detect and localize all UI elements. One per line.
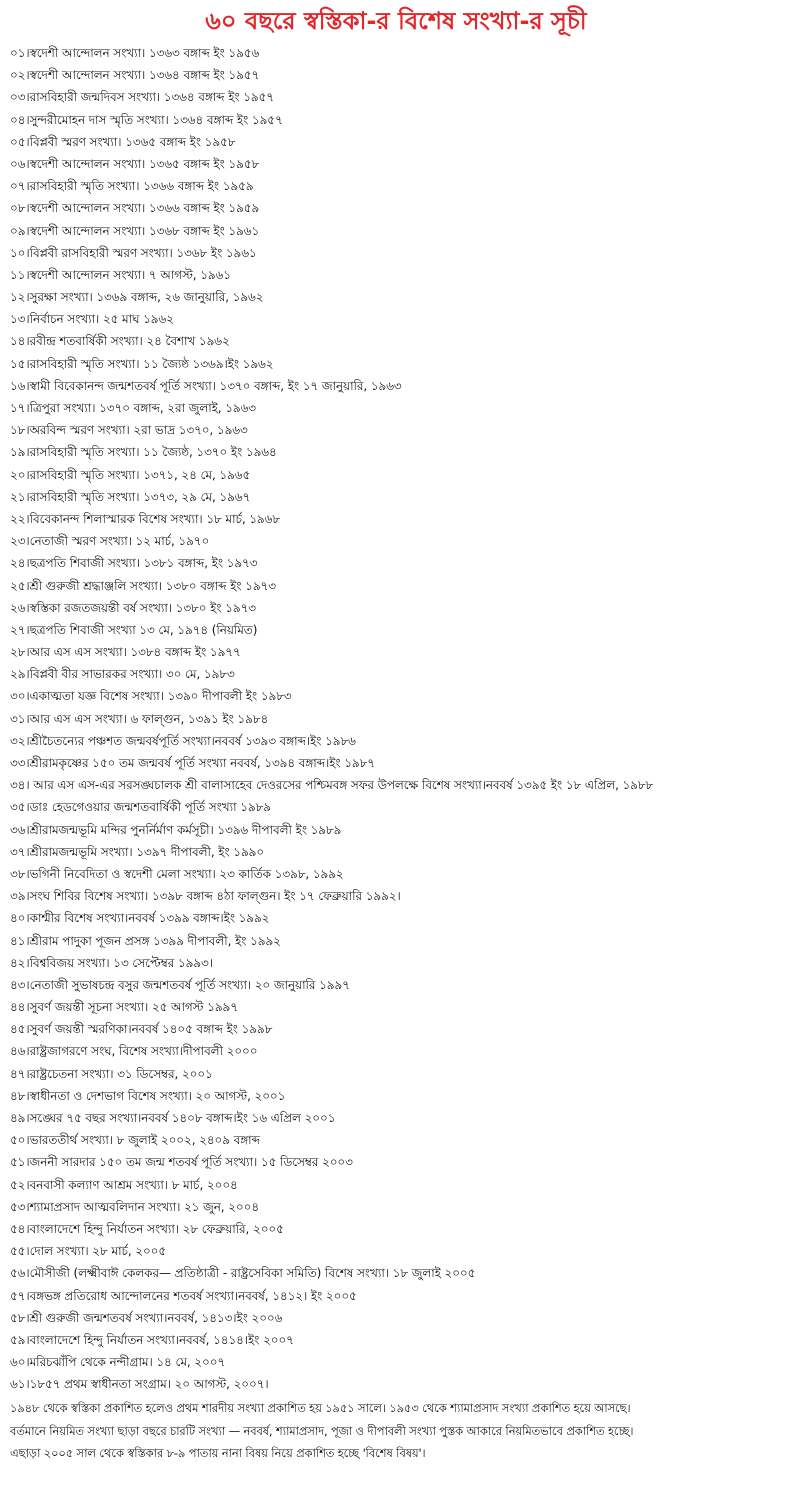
list-item: ১৫।রাসবিহারী স্মৃতি সংখ্যা। ১১ জ্যৈষ্ঠ ১৩৬৯।ইং ১৯৬২ xyxy=(10,356,274,371)
list-item: ৪৭।রাষ্ট্রচেতনা সংখ্যা। ৩১ ডিসেম্বর, ২০০১ xyxy=(10,1066,213,1081)
list-item: ২৬।স্বস্তিকা রজতজয়ন্তী বর্ষ সংখ্যা। ১৩৮০ ইং ১৯৭৩ xyxy=(10,600,256,615)
footer-line: এছাড়া ২০০৫ সাল থেকে স্বস্তিকার ৮-৯ পাতায় নানা বিষয় নিয়ে প্রকাশিত হচ্ছে 'বিশেষ বিষয়'। xyxy=(10,1445,426,1460)
list-item: ৩৭।শ্রীরামজন্মভূমি সংখ্যা। ১৩৯৭ দীপাবলী, ইং ১৯৯০ xyxy=(10,844,265,859)
list-item: ৩৩।শ্রীরামকৃষ্ণের ১৫০ তম জন্মবর্ষ পূর্তি সংখ্যা নববর্ষ, ১৩৯৪ বঙ্গাব্দ।ইং ১৯৮৭ xyxy=(10,756,375,770)
list-item: ৫২।বনবাসী কল্যাণ আশ্রম সংখ্যা। ৮ মার্চ, ২০০৪ xyxy=(10,1177,238,1192)
list-item: ৩০।একাত্মতা যজ্ঞ বিশেষ সংখ্যা। ১৩৯০ দীপাবলী ইং ১৯৮৩ xyxy=(10,689,292,704)
list-item: ০৭।রাসবিহারী স্মৃতি সংখ্যা। ১৩৬৬ বঙ্গাব্দ ইং ১৯৫৯ xyxy=(10,179,254,194)
list-item: ৫৮।শ্রী গুরুজী জন্মশতবর্ষ সংখ্যা।নববর্ষ, ১৪১৩।ইং ২০০৬ xyxy=(10,1310,283,1325)
list-item: ৩৮।ভগিনী নিবেদিতা ও স্বদেশী মেলা সংখ্যা। ২৩ কার্তিক ১৩৯৮, ১৯৯২ xyxy=(10,866,344,881)
list-item: ৪০।কাশ্মীর বিশেষ সংখ্যা।নববর্ষ ১৩৯৯ বঙ্গাব্দ।ইং ১৯৯২ xyxy=(10,911,270,926)
list-item: ১০।বিপ্লবী রাসবিহারী স্মরণ সংখ্যা। ১৩৬৮ ইং ১৯৬১ xyxy=(10,245,257,260)
list-item: ১২।সুরক্ষা সংখ্যা। ১৩৬৯ বঙ্গাব্দ, ২৬ জানুয়ারি, ১৯৬২ xyxy=(10,290,264,305)
list-item: ৫০।ভারততীর্থ সংখ্যা। ৮ জুলাই ২০০২, ২৪০৯ বঙ্গাব্দ xyxy=(10,1133,260,1148)
list-item: ০৯।স্বদেশী আন্দোলন সংখ্যা। ১৩৬৮ বঙ্গাব্দ ইং ১৯৬১ xyxy=(10,223,260,238)
list-item: ৫৭।বঙ্গভঙ্গ প্রতিরোধ আন্দোলনের শতবর্ষ সংখ্যা।নববর্ষ, ১৪১২। ইং ২০০৫ xyxy=(10,1288,357,1303)
list-item: ১৯।রাসবিহারী স্মৃতি সংখ্যা। ১১ জ্যৈষ্ঠ, ১৩৭০ ইং ১৯৬৪ xyxy=(10,445,277,460)
list-item: ০৩।রাসবিহারী জন্মদিবস সংখ্যা। ১৩৬৪ বঙ্গাব্দ ইং ১৯৫৭ xyxy=(10,90,274,105)
list-item: ১৮।অরবিন্দ স্মরণ সংখ্যা। ২রা ভাদ্র ১৩৭০, ১৯৬৩ xyxy=(10,423,248,438)
list-item: ৫৬।মৌসীজী (লক্ষ্মীবাঈ কেলকর— প্রতিষ্ঠাত্রী - রাষ্ট্রসেবিকা সমিতি) বিশেষ সংখ্যা। ১৮ জুলাই ২০০৫ xyxy=(10,1266,476,1281)
list-item: ০৮।স্বদেশী আন্দোলন সংখ্যা। ১৩৬৬ বঙ্গাব্দ ইং ১৯৫৯ xyxy=(10,201,260,216)
list-item: ৩৬।শ্রীরামজন্মভূমি মন্দির পুনর্নির্মাণ কর্মসূচী। ১৩৯৬ দীপাবলী ইং ১৯৮৯ xyxy=(10,822,342,837)
list-item: ১৭।ত্রিপুরা সংখ্যা। ১৩৭০ বঙ্গাব্দ, ২রা জুলাই, ১৯৬৩ xyxy=(10,401,256,415)
list-item: ৪৩।নেতাজী সুভাষচন্দ্র বসুর জন্মশতবর্ষ পূর্তি সংখ্যা। ২০ জানুয়ারি ১৯৯৭ xyxy=(10,977,350,992)
list-item: ৫১।জননী সারদার ১৫০ তম জন্ম শতবর্ষ পূর্তি সংখ্যা। ১৫ ডিসেম্বর ২০০৩ xyxy=(10,1155,353,1170)
list-item: ০১।স্বদেশী আন্দোলন সংখ্যা। ১৩৬৩ বঙ্গাব্দ ইং ১৯৫৬ xyxy=(10,46,260,60)
list-item: ২৪।ছত্রপতি শিবাজী সংখ্যা। ১৩৮১ বঙ্গাব্দ, ইং ১৯৭৩ xyxy=(10,556,258,571)
list-item: ০৪।সুন্দরীমোহন দাস স্মৃতি সংখ্যা। ১৩৬৪ বঙ্গাব্দ ইং ১৯৫৭ xyxy=(10,112,283,127)
list-item: ৪৬।রাষ্ট্রজাগরণে সংঘ, বিশেষ সংখ্যা।দীপাবলী ২০০০ xyxy=(10,1044,258,1059)
list-item: ৫৪।বাংলাদেশে হিন্দু নির্যাতন সংখ্যা। ২৮ ফেব্রুয়ারি, ২০০৫ xyxy=(10,1221,284,1236)
list-item: ৫৩।শ্যামাপ্রসাদ আত্মবলিদান সংখ্যা। ২১ জুন, ২০০৪ xyxy=(10,1199,260,1214)
list-item: ৩২।শ্রীচৈতন্যের পঞ্চশত জন্মবর্ষপূর্তি সংখ্যা।নববর্ষ ১৩৯৩ বঙ্গাব্দ।ইং ১৯৮৬ xyxy=(10,733,356,748)
list-item: ৩৫।ডাঃ হেডগেওয়ার জন্মশতবার্ষিকী পূর্তি সংখ্যা ১৯৮৯ xyxy=(10,800,271,815)
list-item: ৩৪। আর এস এস-এর সরসঙ্ঘচালক শ্রী বালাসাহেব দেওরসের পশ্চিমবঙ্গ সফর উপলক্ষে বিশেষ সংখ্যা।নববর্ষ ১৩৯৫ ইং ১৮ এপ্রিল, ১৯৮৮ xyxy=(10,778,654,793)
list-item: ২৫।শ্রী গুরুজী শ্রদ্ধাঞ্জলি সংখ্যা। ১৩৮০ বঙ্গাব্দ ইং ১৯৭৩ xyxy=(10,578,276,593)
list-item: ৬০।মরিচঝাঁপি থেকে নন্দীগ্রাম। ১৪ মে, ২০০৭ xyxy=(10,1355,226,1370)
list-item: ২০।রাসবিহারী স্মৃতি সংখ্যা। ১৩৭১, ২৪ মে, ১৯৬৫ xyxy=(10,467,251,482)
list-item: ৬১।১৮৫৭ প্রথম স্বাধীনতা সংগ্রাম। ২০ আগস্ট, ২০০৭। xyxy=(10,1377,269,1392)
list-item: ১৬।স্বামী বিবেকানন্দ জন্মশতবর্ষ পূর্তি সংখ্যা। ১৩৭০ বঙ্গাব্দ, ইং ১৭ জানুয়ারি, ১৯৬৩ xyxy=(10,378,402,393)
special-issue-list xyxy=(10,42,782,1395)
list-item: ৪৮।স্বাধীনতা ও দেশভাগ বিশেষ সংখ্যা। ২০ আগস্ট, ২০০১ xyxy=(10,1088,286,1103)
footer-line: ১৯৪৮ থেকে স্বস্তিকা প্রকাশিত হলেও প্রথম শারদীয় সংখ্যা প্রকাশিত হয় ১৯৫১ সালে। ১৯৫৩ থেকে শ্যামাপ্রসাদ সংখ্যা প্রকাশিত হয়ে আসছে। xyxy=(10,1401,631,1416)
list-item: ৫৯।বাংলাদেশে হিন্দু নির্যাতন সংখ্যা।নববর্ষ, ১৪১৪।ইং ২০০৭ xyxy=(10,1332,294,1347)
footer-line: বর্তমানে নিয়মিত সংখ্যা ছাড়া বছরে চারটি সংখ্যা — নববর্ষ, শ্যামাপ্রসাদ, পূজা ও দীপাবলী সংখ্যা পুস্তক আকারে নিয়মিতভাবে প্রকাশিত হচ্ছে। xyxy=(10,1423,634,1438)
list-item: ২২।বিবেকানন্দ শিলাস্মারক বিশেষ সংখ্যা। ১৮ মার্চ, ১৯৬৮ xyxy=(10,511,281,526)
list-item: ২৩।নেতাজী স্মরণ সংখ্যা। ১২ মার্চ, ১৯৭০ xyxy=(10,534,210,549)
list-item: ১১।স্বদেশী আন্দোলন সংখ্যা। ৭ আগস্ট, ১৯৬১ xyxy=(10,267,231,282)
list-item: ২৯।বিপ্লবী বীর সাভারকর সংখ্যা। ৩০ মে, ১৯৮৩ xyxy=(10,667,235,682)
list-item: ২১।রাসবিহারী স্মৃতি সংখ্যা। ১৩৭৩, ২৯ মে, ১৯৬৭ xyxy=(10,489,251,504)
list-item: ৫৫।দোল সংখ্যা। ২৮ মার্চ, ২০০৫ xyxy=(10,1244,167,1259)
list-item: ৪৫।সুবর্ণ জয়ন্তী স্মরণিকা।নববর্ষ ১৪০৫ বঙ্গাব্দ ইং ১৯৯৮ xyxy=(10,1022,273,1037)
list-item: ৪২।বিশ্ববিজয় সংখ্যা। ১৩ সেপ্টেম্বর ১৯৯৩। xyxy=(10,955,213,970)
list-item: ৪৪।সুবর্ণ জয়ন্তী সূচনা সংখ্যা। ২৫ আগস্ট ১৯৯৭ xyxy=(10,1000,238,1015)
footer-note xyxy=(10,1397,782,1464)
list-item: ৩১।আর এস এস সংখ্যা। ৬ ফাল্গুন, ১৩৯১ ইং ১৯৮৪ xyxy=(10,711,269,726)
list-item: ২৭।ছত্রপতি শিবাজী সংখ্যা ১৩ মে, ১৯৭৪ (নিয়মিত) xyxy=(10,622,258,637)
list-item: ২৮।আর এস এস সংখ্যা। ১৩৮৪ বঙ্গাব্দ ইং ১৯৭৭ xyxy=(10,645,241,660)
list-item: ৪৯।সঙ্ঘের ৭৫ বছর সংখ্যা।নববর্ষ ১৪০৮ বঙ্গাব্দ।ইং ১৬ এপ্রিল ২০০১ xyxy=(10,1111,336,1125)
list-item: ৩৯।সংঘ শিবির বিশেষ সংখ্যা। ১৩৯৮ বঙ্গাব্দ ৪ঠা ফাল্গুন। ইং ১৭ ফেব্রুয়ারি ১৯৯২। xyxy=(10,889,401,904)
list-item: ০৬।স্বদেশী আন্দোলন সংখ্যা। ১৩৬৫ বঙ্গাব্দ ইং ১৯৫৮ xyxy=(10,156,260,171)
list-item: ১৩।নির্বাচন সংখ্যা। ২৫ মাঘ ১৯৬২ xyxy=(10,312,174,327)
document-title: ৬০ বছরে স্বস্তিকা-র বিশেষ সংখ্যা-র সূচী xyxy=(205,7,587,35)
list-item: ০২।স্বদেশী আন্দোলন সংখ্যা। ১৩৬৪ বঙ্গাব্দ ইং ১৯৫৭ xyxy=(10,68,260,83)
list-item: ১৪।রবীন্দ্র শতবার্ষিকী সংখ্যা। ২৪ বৈশাখ ১৯৬২ xyxy=(10,334,230,349)
list-item: ০৫।বিপ্লবী স্মরণ সংখ্যা। ১৩৬৫ বঙ্গাব্দ ইং ১৯৫৮ xyxy=(10,134,236,149)
list-item: ৪১।শ্রীরাম পাদুকা পূজন প্রসঙ্গ ১৩৯৯ দীপাবলী, ইং ১৯৯২ xyxy=(10,933,281,948)
